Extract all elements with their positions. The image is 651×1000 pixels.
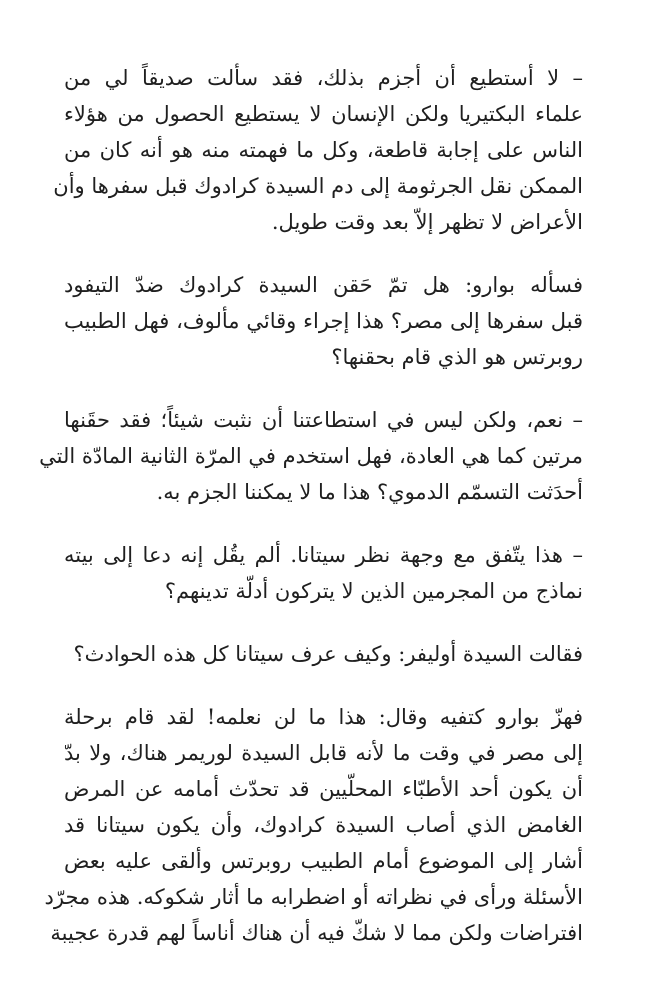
paragraph-2 — [64, 267, 583, 375]
text-line: فقالت السيدة أوليفر: وكيف عرف سيتانا كل هذه الحوادث؟ — [73, 642, 583, 666]
text-line: فسأله بوارو: هل تمّ حَقن السيدة كرادوك ضدّ التيفود — [64, 273, 583, 297]
text-line: الغامض الذي أصاب السيدة كرادوك، وأن يكون سيتانا قد — [64, 813, 583, 837]
text-line: – لا أستطيع أن أجزم بذلك، فقد سألت صديقاً لي من — [64, 66, 583, 90]
text-line: الأعراض لا تظهر إلاّ بعد وقت طويل. — [271, 210, 583, 234]
text-line: نماذج من المجرمين الذين لا يتركون أدلّة تدينهم؟ — [164, 579, 583, 603]
paragraph-1 — [53, 60, 583, 240]
text-line: أشار إلى الموضوع أمام الطبيب روبرتس وألقى عليه بعض — [64, 849, 583, 873]
paragraph-5 — [64, 636, 583, 672]
paragraph-6 — [44, 699, 583, 951]
text-line: – هذا يتّفق مع وجهة نظر سيتانا. ألم يقُل إنه دعا إلى بيته — [64, 543, 583, 567]
text-line: الأسئلة ورأى في نظراته أو اضطرابه ما أثار شكوكه. هذه مجرّد — [44, 885, 583, 909]
text-line: الناس على إجابة قاطعة، وكل ما فهمته منه هو أنه كان من — [64, 138, 583, 162]
paragraph-4 — [64, 537, 583, 609]
text-line: افتراضات ولكن مما لا شكّ فيه أن هناك أناساً لهم قدرة عجيبة — [50, 921, 583, 945]
text-line: قبل سفرها إلى مصر؟ هذا إجراء وقائي مألوف، فهل الطبيب — [64, 309, 583, 333]
text-line: فهزّ بوارو كتفيه وقال: هذا ما لن نعلمه! لقد قام برحلة — [64, 705, 583, 729]
text-line: الممكن نقل الجرثومة إلى دم السيدة كرادوك قبل سفرها وأن — [53, 174, 583, 198]
text-line: علماء البكتيريا ولكن الإنسان لا يستطيع الحصول من هؤلاء — [64, 102, 583, 126]
text-line: أحدَثت التسمّم الدموي؟ هذا ما لا يمكننا الجزم به. — [156, 480, 583, 504]
text-line: – نعم، ولكن ليس في استطاعتنا أن نثبت شيئاً؛ فقد حقَنها — [64, 408, 583, 432]
text-line: مرتين كما هي العادة، فهل استخدم في المرّة الثانية المادّة التي — [39, 444, 583, 468]
paragraph-3 — [39, 402, 583, 510]
text-line: روبرتس هو الذي قام بحقنها؟ — [331, 345, 583, 369]
text-line: إلى مصر في وقت ما لأنه قابل السيدة لوريمر هناك، ولا بدّ — [64, 741, 583, 765]
text-line: أن يكون أحد الأطبّاء المحلّيين قد تحدّث أمامه عن المرض — [64, 777, 583, 801]
